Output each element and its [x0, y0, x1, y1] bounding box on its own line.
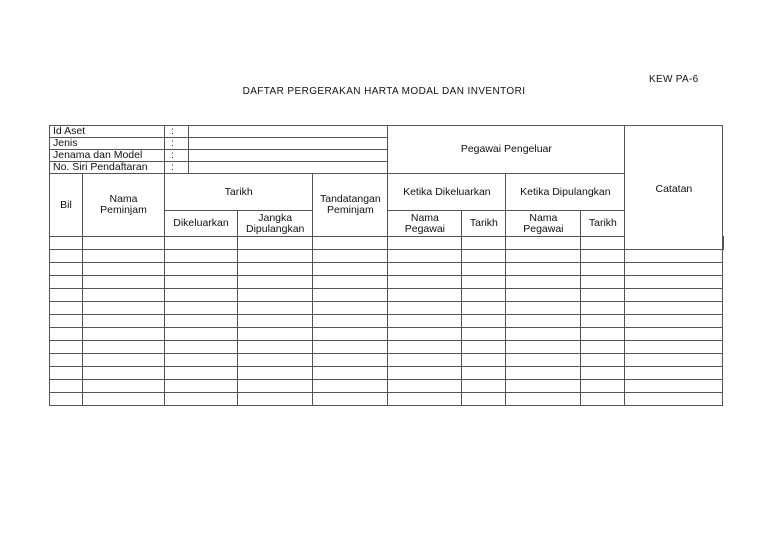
tarikh-dipulangkan-cell[interactable]: [581, 367, 625, 380]
tarikh-dikeluarkan-cell[interactable]: [462, 237, 506, 250]
jangka-dipulangkan-header: Jangka Dipulangkan: [238, 211, 313, 237]
catatan-cell[interactable]: [625, 315, 723, 328]
table-row: [50, 354, 724, 367]
tarikh-dikeluarkan-cell[interactable]: [462, 380, 506, 393]
tarikh-dikeluarkan-cell[interactable]: [462, 315, 506, 328]
id-aset-field[interactable]: [189, 126, 388, 138]
id-aset-label: Id Aset: [50, 126, 165, 138]
tarikh-dipulangkan-cell[interactable]: [581, 237, 625, 250]
bil-cell[interactable]: [50, 328, 83, 341]
tarikh-dipulangkan-cell[interactable]: [581, 328, 625, 341]
catatan-cell[interactable]: [625, 263, 723, 276]
nama-pegawai-dikeluarkan-cell[interactable]: [388, 263, 462, 276]
tandatangan-peminjam-cell[interactable]: [313, 354, 388, 367]
nama-peminjam-header: Nama Peminjam: [83, 174, 165, 237]
nama-pegawai-dipulangkan-cell[interactable]: [506, 250, 581, 263]
tandatangan-peminjam-cell[interactable]: [313, 380, 388, 393]
nama-peminjam-cell[interactable]: [83, 380, 165, 393]
pegawai-pengeluar-header: Pegawai Pengeluar: [388, 126, 625, 174]
jenis-label: Jenis: [50, 138, 165, 150]
tarikh-dikeluarkan-cell[interactable]: [462, 393, 506, 406]
tandatangan-peminjam-cell[interactable]: [313, 341, 388, 354]
nama-pegawai-dipulangkan-cell[interactable]: [506, 341, 581, 354]
tarikh-dipulangkan-cell[interactable]: [581, 393, 625, 406]
jangka-dipulangkan-cell[interactable]: [238, 289, 313, 302]
table-row: [50, 380, 724, 393]
tarikh-dikeluarkan-cell[interactable]: [462, 302, 506, 315]
nama-pegawai-dipulangkan-cell[interactable]: [506, 276, 581, 289]
nama-peminjam-cell[interactable]: [83, 354, 165, 367]
nama-peminjam-cell[interactable]: [83, 302, 165, 315]
bil-cell[interactable]: [50, 380, 83, 393]
tarikh-dikeluarkan-cell[interactable]: [462, 341, 506, 354]
nama-peminjam-cell[interactable]: [83, 250, 165, 263]
nama-pegawai-dikeluarkan-cell[interactable]: [388, 380, 462, 393]
movement-register-table: [49, 125, 724, 406]
nama-pegawai-dikeluarkan-cell[interactable]: [388, 367, 462, 380]
page-title: DAFTAR PERGERAKAN HARTA MODAL DAN INVENTORI: [242, 86, 526, 97]
tarikh-header: Tarikh: [165, 174, 313, 211]
nama-pegawai-dipulangkan-cell[interactable]: [506, 393, 581, 406]
nama-peminjam-cell[interactable]: [83, 341, 165, 354]
dikeluarkan-cell[interactable]: [165, 380, 238, 393]
nama-pegawai-dikeluarkan-cell[interactable]: [388, 315, 462, 328]
nama-peminjam-cell[interactable]: [83, 263, 165, 276]
dikeluarkan-cell[interactable]: [165, 328, 238, 341]
tarikh-dikeluarkan-cell[interactable]: [462, 263, 506, 276]
nama-pegawai-dipulangkan-cell[interactable]: [506, 315, 581, 328]
nama-pegawai-dikeluarkan-cell[interactable]: [388, 328, 462, 341]
table-row: [50, 393, 724, 406]
table-row: [50, 315, 724, 328]
tandatangan-peminjam-cell[interactable]: [313, 367, 388, 380]
catatan-cell[interactable]: [625, 354, 723, 367]
table-row: [50, 367, 724, 380]
catatan-cell[interactable]: [625, 276, 723, 289]
no-siri-field[interactable]: [189, 162, 388, 174]
bil-cell[interactable]: [50, 263, 83, 276]
jangka-dipulangkan-cell[interactable]: [238, 380, 313, 393]
nama-pegawai-dipulangkan-cell[interactable]: [506, 302, 581, 315]
table-row: [50, 302, 724, 315]
dikeluarkan-cell[interactable]: [165, 250, 238, 263]
table-row: [50, 328, 724, 341]
nama-peminjam-cell[interactable]: [83, 237, 165, 250]
bil-header: Bil: [50, 174, 83, 237]
tarikh-dikeluarkan-cell[interactable]: [462, 250, 506, 263]
tarikh-dipulangkan-header: Tarikh: [581, 211, 625, 237]
nama-pegawai-dikeluarkan-cell[interactable]: [388, 250, 462, 263]
nama-pegawai-dipulangkan-cell[interactable]: [506, 328, 581, 341]
catatan-header: Catatan: [625, 126, 723, 250]
bil-cell[interactable]: [50, 250, 83, 263]
nama-peminjam-cell[interactable]: [83, 328, 165, 341]
no-siri-label: No. Siri Pendaftaran: [50, 162, 165, 174]
jenama-model-colon: :: [165, 150, 189, 162]
table-row: [50, 237, 724, 250]
tandatangan-peminjam-header: Tandatangan Peminjam: [313, 174, 388, 237]
table-row: [50, 263, 724, 276]
tandatangan-peminjam-cell[interactable]: [313, 276, 388, 289]
tarikh-dikeluarkan-cell[interactable]: [462, 276, 506, 289]
dikeluarkan-cell[interactable]: [165, 302, 238, 315]
tandatangan-peminjam-cell[interactable]: [313, 302, 388, 315]
nama-peminjam-cell[interactable]: [83, 315, 165, 328]
tandatangan-peminjam-cell[interactable]: [313, 328, 388, 341]
bil-cell[interactable]: [50, 341, 83, 354]
jenama-model-label: Jenama dan Model: [50, 150, 165, 162]
jangka-dipulangkan-cell[interactable]: [238, 341, 313, 354]
nama-pegawai-dipulangkan-cell[interactable]: [506, 237, 581, 250]
form-code: KEW PA-6: [649, 74, 699, 85]
catatan-cell[interactable]: [625, 302, 723, 315]
dikeluarkan-cell[interactable]: [165, 263, 238, 276]
catatan-cell[interactable]: [625, 250, 723, 263]
catatan-cell[interactable]: [625, 393, 723, 406]
nama-pegawai-dikeluarkan-cell[interactable]: [388, 237, 462, 250]
tarikh-dikeluarkan-cell[interactable]: [462, 328, 506, 341]
jangka-dipulangkan-cell[interactable]: [238, 315, 313, 328]
jangka-dipulangkan-cell[interactable]: [238, 276, 313, 289]
tarikh-dipulangkan-cell[interactable]: [581, 341, 625, 354]
bil-cell[interactable]: [50, 276, 83, 289]
catatan-cell[interactable]: [625, 367, 723, 380]
no-siri-colon: :: [165, 162, 189, 174]
tarikh-dipulangkan-cell[interactable]: [581, 250, 625, 263]
tarikh-dipulangkan-cell[interactable]: [581, 380, 625, 393]
nama-pegawai-dikeluarkan-cell[interactable]: [388, 276, 462, 289]
jangka-dipulangkan-cell[interactable]: [238, 263, 313, 276]
jangka-dipulangkan-cell[interactable]: [238, 367, 313, 380]
dikeluarkan-cell[interactable]: [165, 341, 238, 354]
jangka-dipulangkan-cell[interactable]: [238, 354, 313, 367]
jenis-field[interactable]: [189, 138, 388, 150]
tarikh-dipulangkan-cell[interactable]: [581, 354, 625, 367]
tarikh-dikeluarkan-cell[interactable]: [462, 354, 506, 367]
nama-pegawai-dikeluarkan-cell[interactable]: [388, 341, 462, 354]
nama-pegawai-dipulangkan-cell[interactable]: [506, 263, 581, 276]
catatan-cell[interactable]: [625, 341, 723, 354]
nama-pegawai-dikeluarkan-header: Nama Pegawai: [388, 211, 462, 237]
dikeluarkan-cell[interactable]: [165, 393, 238, 406]
table-row: [50, 289, 724, 302]
table-row: [50, 276, 724, 289]
bil-cell[interactable]: [50, 302, 83, 315]
tandatangan-peminjam-cell[interactable]: [313, 315, 388, 328]
bil-cell[interactable]: [50, 367, 83, 380]
nama-pegawai-dikeluarkan-cell[interactable]: [388, 302, 462, 315]
jangka-dipulangkan-cell[interactable]: [238, 393, 313, 406]
tarikh-dikeluarkan-cell[interactable]: [462, 289, 506, 302]
catatan-cell[interactable]: [723, 237, 724, 250]
nama-pegawai-dipulangkan-cell[interactable]: [506, 354, 581, 367]
nama-pegawai-dipulangkan-cell[interactable]: [506, 367, 581, 380]
jenama-model-field[interactable]: [189, 150, 388, 162]
tarikh-dipulangkan-cell[interactable]: [581, 315, 625, 328]
bil-cell[interactable]: [50, 289, 83, 302]
nama-peminjam-cell[interactable]: [83, 367, 165, 380]
tarikh-dipulangkan-cell[interactable]: [581, 302, 625, 315]
dikeluarkan-header: Dikeluarkan: [165, 211, 238, 237]
jangka-dipulangkan-cell[interactable]: [238, 250, 313, 263]
dikeluarkan-cell[interactable]: [165, 354, 238, 367]
catatan-cell[interactable]: [625, 380, 723, 393]
bil-cell[interactable]: [50, 315, 83, 328]
dikeluarkan-cell[interactable]: [165, 289, 238, 302]
catatan-cell[interactable]: [625, 289, 723, 302]
tarikh-dikeluarkan-header: Tarikh: [462, 211, 506, 237]
tandatangan-peminjam-cell[interactable]: [313, 289, 388, 302]
nama-pegawai-dipulangkan-cell[interactable]: [506, 380, 581, 393]
jenis-colon: :: [165, 138, 189, 150]
dikeluarkan-cell[interactable]: [165, 237, 238, 250]
nama-peminjam-cell[interactable]: [83, 289, 165, 302]
tandatangan-peminjam-cell[interactable]: [313, 250, 388, 263]
nama-peminjam-cell[interactable]: [83, 393, 165, 406]
dikeluarkan-cell[interactable]: [165, 367, 238, 380]
dikeluarkan-cell[interactable]: [165, 276, 238, 289]
tandatangan-peminjam-cell[interactable]: [313, 393, 388, 406]
table-row: [50, 250, 724, 263]
nama-peminjam-cell[interactable]: [83, 276, 165, 289]
jangka-dipulangkan-cell[interactable]: [238, 302, 313, 315]
bil-cell[interactable]: [50, 237, 83, 250]
jangka-dipulangkan-cell[interactable]: [238, 328, 313, 341]
ketika-dipulangkan-header: Ketika Dipulangkan: [506, 174, 625, 211]
id-aset-colon: :: [165, 126, 189, 138]
jangka-dipulangkan-cell[interactable]: [238, 237, 313, 250]
nama-pegawai-dikeluarkan-cell[interactable]: [388, 393, 462, 406]
catatan-cell[interactable]: [625, 328, 723, 341]
ketika-dikeluarkan-header: Ketika Dikeluarkan: [388, 174, 506, 211]
bil-cell[interactable]: [50, 354, 83, 367]
table-row: [50, 341, 724, 354]
bil-cell[interactable]: [50, 393, 83, 406]
tarikh-dipulangkan-cell[interactable]: [581, 289, 625, 302]
nama-pegawai-dikeluarkan-cell[interactable]: [388, 289, 462, 302]
tarikh-dikeluarkan-cell[interactable]: [462, 367, 506, 380]
dikeluarkan-cell[interactable]: [165, 315, 238, 328]
tarikh-dipulangkan-cell[interactable]: [581, 276, 625, 289]
tandatangan-peminjam-cell[interactable]: [313, 237, 388, 250]
nama-pegawai-dipulangkan-cell[interactable]: [506, 289, 581, 302]
nama-pegawai-dikeluarkan-cell[interactable]: [388, 354, 462, 367]
nama-pegawai-dipulangkan-header: Nama Pegawai: [506, 211, 581, 237]
tandatangan-peminjam-cell[interactable]: [313, 263, 388, 276]
tarikh-dipulangkan-cell[interactable]: [581, 263, 625, 276]
